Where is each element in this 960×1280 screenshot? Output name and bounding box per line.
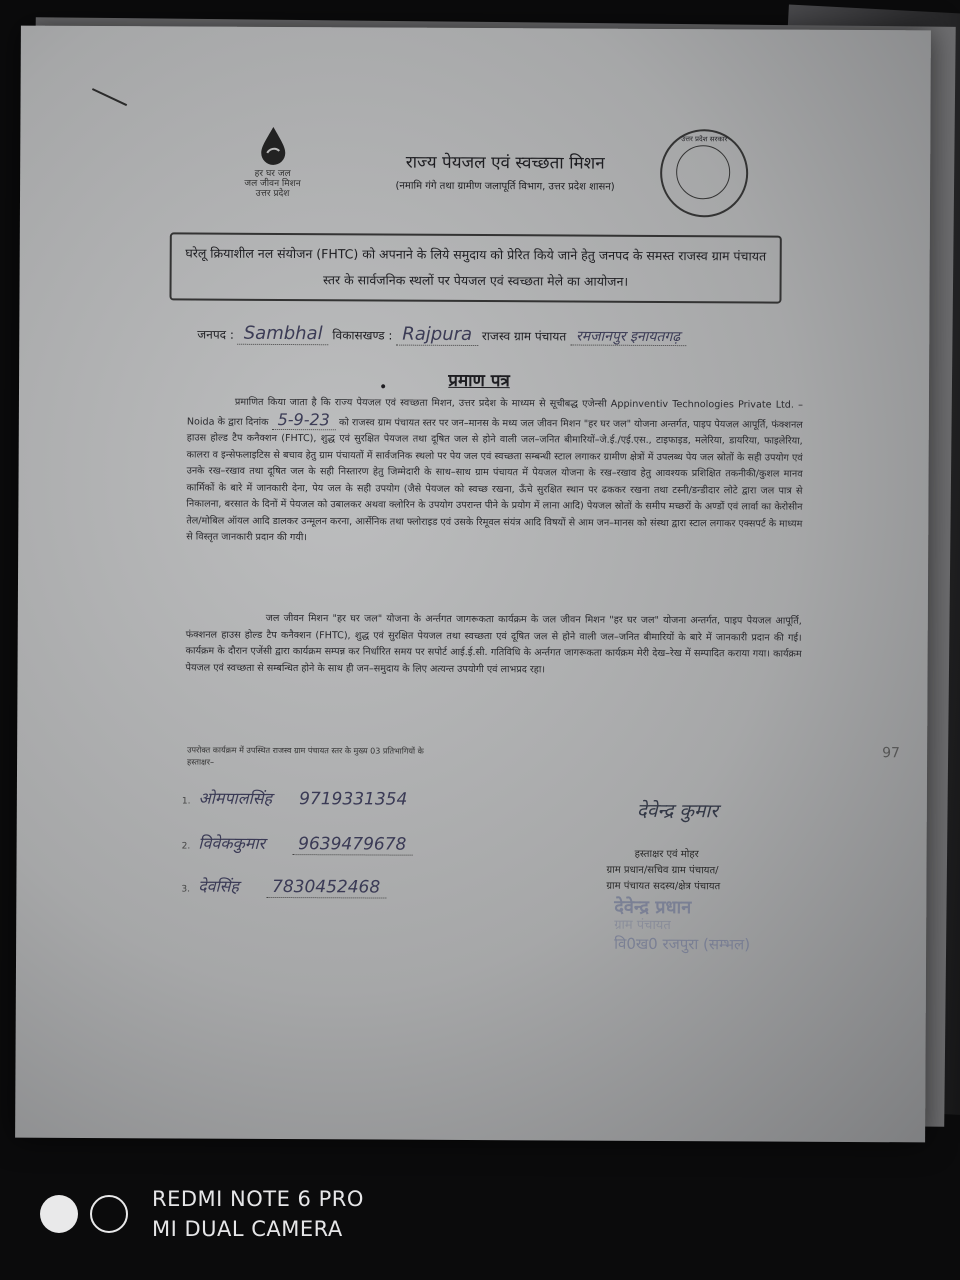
location-row: [197, 323, 837, 347]
certificate-paragraph-1: [186, 394, 803, 549]
participants-intro: [187, 745, 547, 771]
stamp-line-2: ग्राम पंचायत: [614, 917, 671, 934]
mission-title: राज्य पेयजल एवं स्वच्छता मिशन: [405, 152, 605, 174]
har-ghar-jal-logo: [235, 125, 310, 199]
official-stamp: [614, 896, 774, 954]
block-value: Rajpura: [396, 324, 478, 346]
participant-2-name: विवेककुमार: [198, 833, 266, 853]
bullet-dot: •: [378, 379, 388, 396]
up-government-seal: [660, 129, 748, 217]
para1-part-a: प्रमाणित किया जाता है कि राज्य पेयजल एवं स्वच्छता मिशन, उत्तर प्रदेश के माध्यम से सूचीबद्ध एजेन्सी Appinventiv Technologies Private Ltd. – Noida के द्वारा दिनांक: [186, 396, 803, 428]
participants-intro-line1: उपरोक्त कार्यक्रम में उपस्थित राजस्व ग्राम पंचायत स्तर के मुख्य 03 प्रतिभागियों के: [187, 745, 424, 756]
participant-1-num: 1.: [181, 796, 191, 807]
signature-label: [606, 847, 806, 896]
district-value: Sambhal: [238, 323, 329, 345]
participant-3-phone: 7830452468: [266, 877, 386, 899]
participant-1-name: ओमपालसिंह: [198, 788, 273, 808]
mission-subtitle: (नमामि गंगे तथा ग्रामीण जलापूर्ति विभाग, उत्तर प्रदेश शासन): [395, 180, 615, 193]
para1-part-b: को राजस्व ग्राम पंचायत स्तर पर जन–मानस के मध्य जल जीवन मिशन "हर घर जल" योजना अन्तर्गत, पाइप पेयजल आपूर्ति, फंक्शनल हाउस होल्ड टैप कनैक्शन (FHTC), शुद्ध एवं सुरक्षित पेयजल तथा दूषित जल से होने वाली जल–जनित बीमारियों–जे.ई./एई.एस., टाइफाइड, मलेरिया, डायरिया, फाइलेरिया, कालरा व इन्सेफलाइटिस से बचाव हेतु ग्राम पंचायतों में सार्वजनिक स्थलो पर पेय जल एवं स्वच्छता सम्बन्धी स्टाल लगाकर ग्रामीण क्षेत्रों में उपलब्ध पेय जल स्रोतों के सही उपयोग एवं उनके रख–रखाव तथा दूषित जल के सही निस्तारण हेतु जिम्मेदारी के साथ–साथ ग्राम पंचायत में पेयजल योजना के रख–रखाव हेतु आवश्यक प्रशिक्षित तकनीकी/कुशल मानव कार्मिकों के बारे में जानकारी देना, पेय जल के सही उपयोग (जैसे पेयजल को स्वच्छ रखना, ऊँचे सुरक्षित स्थान पर ढककर रखना तथा टस्नी/डन्डीदार लोटे द्वारा जल पात्र से निकालना, बरसात के दिनों में पेयजल को उबालकर अथवा क्लोरिन के उपयोग उपरान्त पीने के प्रयोग में लाना आदि) पेयजल स्रोतों के समीप मच्छरों के अण्डों एवं लार्वा का केरोसीन तेल/मोबिल ऑयल आदि डालकर उन्मूलन करना, आर्सेनिक तथा फ्लोराइड एवं उसके रिमूवल संयंत्र आदि विषयों से आम जन–मानस को संस्था द्वारा स्टाल लगाकर एक्सपर्ट के माध्यम से विस्तृत जानकारी प्रदान की गयी।: [186, 416, 803, 544]
participant-2-num: 2.: [181, 841, 191, 852]
participant-3-num: 3.: [181, 884, 191, 895]
document-page: [15, 26, 931, 1143]
panchayat-value: रमजानपुर इनायतगढ़: [570, 329, 686, 347]
participants-intro-line2: हस्ताक्षर–: [187, 757, 215, 767]
participant-3: [181, 874, 386, 897]
participant-1: [182, 786, 408, 809]
camera-watermark-text: [152, 1184, 364, 1244]
certificate-paragraph-2: जल जीवन मिशन "हर घर जल" योजना के अर्न्तगत जागरूकता कार्यक्रम के जल जीवन मिशन "हर घर जल" योजना अन्तर्गत, पाइप पेयजल आपूर्ति, फंक्शनल हाउस होल्ड टैप कनैक्शन (FHTC), शुद्ध एवं सुरक्षित पेयजल तथा स्वच्छता एवं दूषित जल से होने वाली जल–जनित बीमारियों के बारे में जानकारी प्रदान की गई। कार्यक्रम के दौरान एजेंसी द्वारा कार्यक्रम सम्पन्न कर निर्धारित समय पर सपोर्ट आई.ई.सी. गतिविधि के अर्न्तगत जागरूकता कार्यक्रम मेरी देख–रेख में सम्पादित कराया गया। कार्यक्रम पेयजल एवं स्वच्छता से सम्बन्धित होने के साथ ही जन–समुदाय के लिए अत्यन्त उपयोगी एवं लाभप्रद रहा।: [185, 612, 802, 675]
official-signature: देवेन्द्र कुमार: [636, 799, 719, 823]
stamp-line-1: देवेन्द्र प्रधान: [614, 896, 692, 919]
filled-circle-icon: [40, 1195, 78, 1233]
pen-mark: [92, 88, 127, 106]
page-side-number: 97: [882, 745, 900, 762]
logo-label-2: जल जीवन मिशन: [244, 178, 301, 190]
signature-label-2: ग्राम प्रधान/सचिव ग्राम पंचायत/: [606, 864, 719, 877]
block-label: विकासखण्ड :: [332, 328, 393, 343]
signature-label-1: हस्ताक्षर एवं मोहर: [634, 848, 699, 861]
hollow-circle-icon: [90, 1195, 128, 1233]
event-date: 5-9-23: [272, 409, 336, 429]
notice-box: घरेलू क्रियाशील नल संयोजन (FHTC) को अपनाने के लिये समुदाय को प्रेरित किये जाने हेतु जनपद के समस्त राजस्व ग्राम पंचायत स्तर के सार्वजनिक स्थलों पर पेयजल एवं स्वच्छता मेले का आयोजन।: [169, 232, 781, 303]
signature-label-3: ग्राम पंचायत सदस्य/क्षेत्र पंचायत: [606, 880, 721, 893]
participant-3-name: देवसिंह: [198, 876, 240, 896]
stamp-line-3: वि0ख0 रजपुरा (सम्भल): [614, 934, 751, 954]
camera-type: MI DUAL CAMERA: [152, 1217, 343, 1241]
certificate-title: प्रमाण पत्र: [448, 370, 510, 392]
water-drop-icon: [257, 125, 289, 165]
district-label: जनपद :: [197, 327, 234, 342]
participant-2-phone: 9639479678: [292, 834, 412, 856]
logo-label-1: हर घर जल: [254, 168, 291, 180]
seal-text: उत्तर प्रदेश सरकार: [681, 135, 728, 144]
participant-2: [182, 831, 413, 854]
seal-inner-ring: [676, 145, 730, 199]
logo-label-3: उत्तर प्रदेश: [255, 188, 290, 200]
participant-1-phone: 9719331354: [299, 789, 408, 810]
panchayat-label: राजस्व ग्राम पंचायत: [481, 329, 567, 344]
camera-model: REDMI NOTE 6 PRO: [152, 1187, 364, 1211]
